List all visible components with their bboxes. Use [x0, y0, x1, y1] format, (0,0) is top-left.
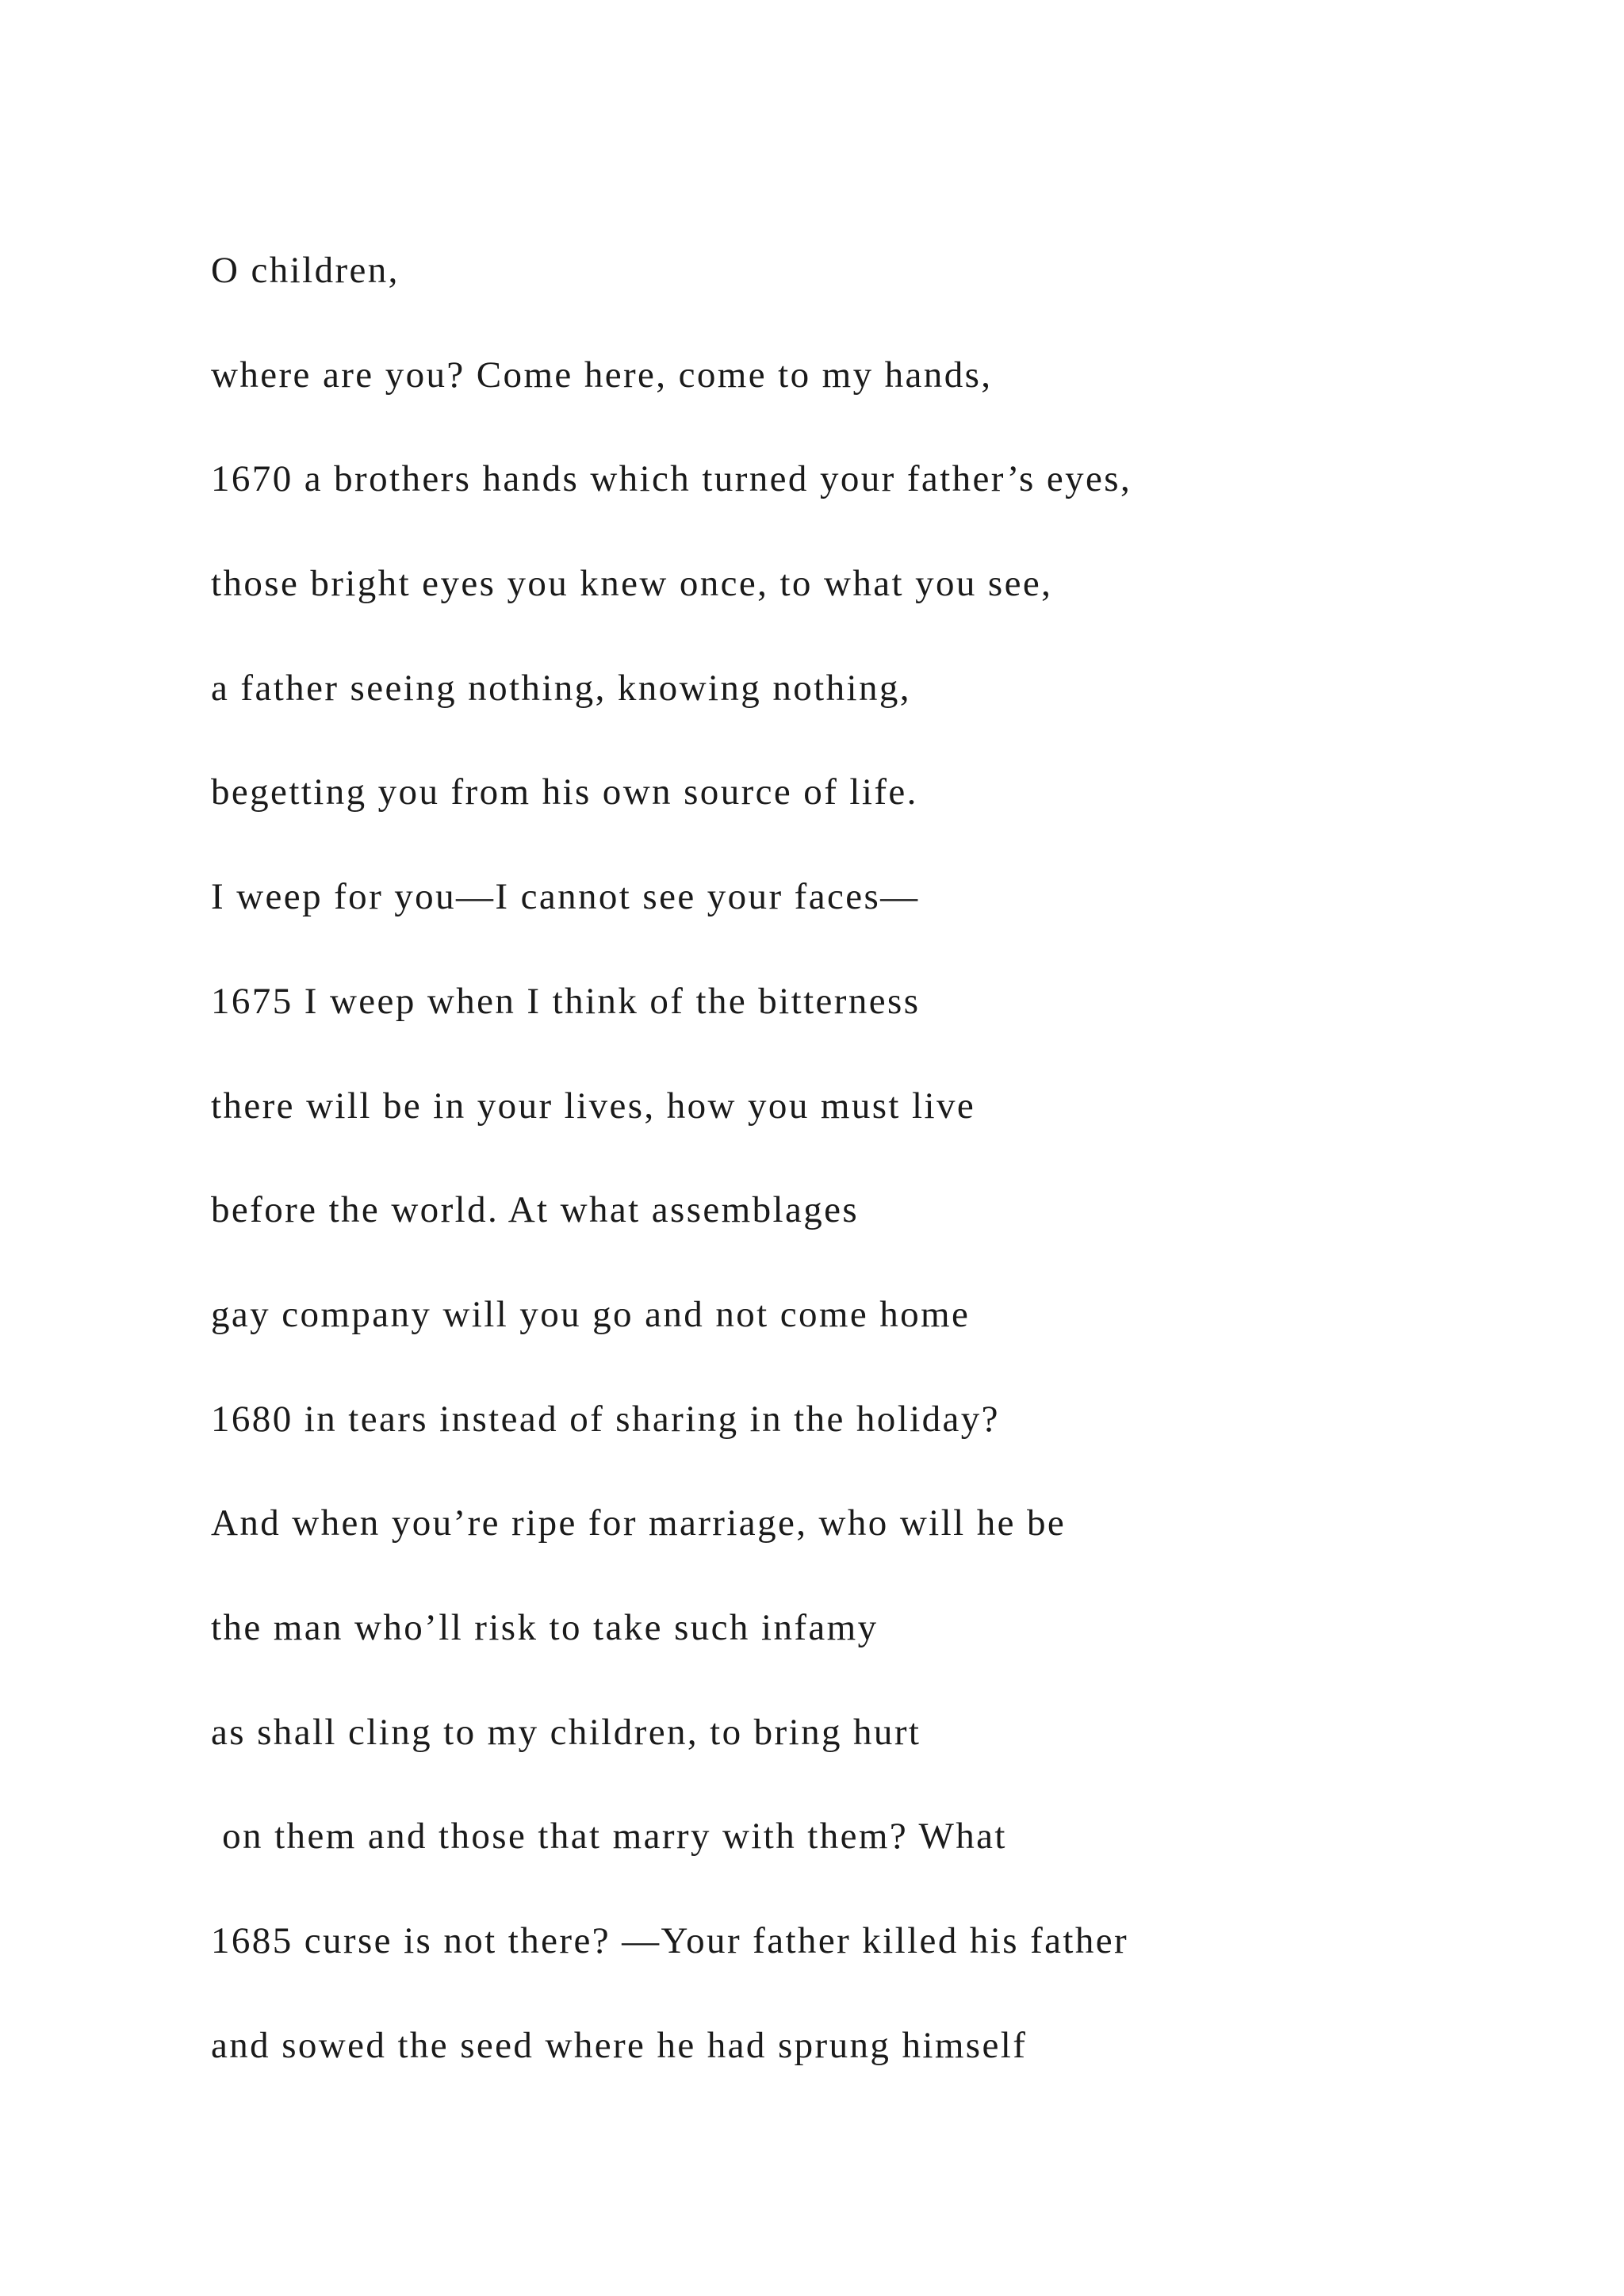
poem-line: gay company will you go and not come home [211, 1293, 971, 1335]
poem-line: before the world. At what assemblages [211, 1189, 860, 1231]
poem-line: 1680 in tears instead of sharing in the holiday? [211, 1398, 1000, 1440]
poem-line: 1685 curse is not there? —Your father killed his father [211, 1920, 1129, 1961]
poem-line: And when you’re ripe for marriage, who will he be [211, 1502, 1067, 1544]
poem-line: as shall cling to my children, to bring hurt [211, 1711, 921, 1753]
poem-line: a father seeing nothing, knowing nothing, [211, 667, 911, 709]
poem-line: those bright eyes you knew once, to what you see, [211, 563, 1053, 605]
poem-line: 1670 a brothers hands which turned your father’s eyes, [211, 458, 1132, 500]
poem-line: O children, [211, 250, 400, 291]
poem-line: 1675 I weep when I think of the bitterness [211, 980, 921, 1022]
poem-line: there will be in your lives, how you must live [211, 1085, 976, 1127]
poem-text [211, 252, 1559, 2131]
poem-line: and sowed the seed where he had sprung himself [211, 2024, 1028, 2066]
poem-line: the man who’ll risk to take such infamy [211, 1606, 879, 1648]
poem-line: begetting you from his own source of life. [211, 771, 918, 813]
poem-line: on them and those that marry with them? What [211, 1816, 1007, 1858]
poem-line: where are you? Come here, come to my hands, [211, 354, 993, 396]
poem-line: I weep for you—I cannot see your faces— [211, 876, 920, 918]
